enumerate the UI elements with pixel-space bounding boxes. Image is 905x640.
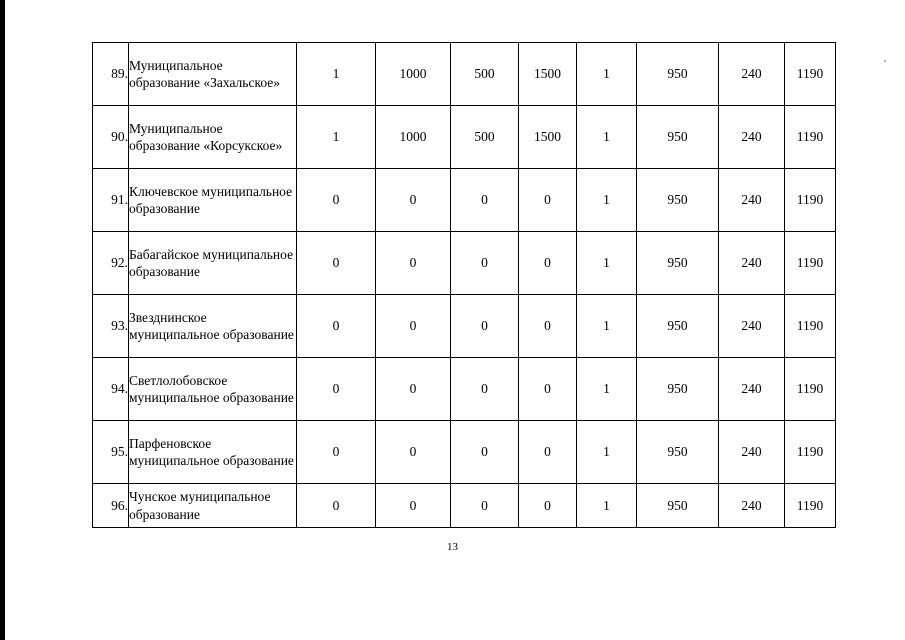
table-row [93,484,836,528]
value-cell: 0 [297,295,376,358]
value-cell: 1190 [785,484,836,528]
value-cell: 1190 [785,43,836,106]
value-cell: 1190 [785,106,836,169]
value-cell: 1 [577,484,637,528]
value-cell: 950 [637,295,719,358]
value-cell: 0 [451,358,519,421]
value-cell: 1 [577,43,637,106]
row-number: 90. [93,106,129,169]
municipality-name: Муниципальное образование «Захальское» [129,43,297,106]
value-cell: 1 [577,358,637,421]
value-cell: 240 [719,295,785,358]
table-row [93,421,836,484]
value-cell: 500 [451,106,519,169]
value-cell: 1190 [785,358,836,421]
value-cell: 0 [519,358,577,421]
value-cell: 0 [451,484,519,528]
value-cell: 0 [451,421,519,484]
value-cell: 0 [376,358,451,421]
table-row [93,106,836,169]
value-cell: 240 [719,169,785,232]
value-cell: 0 [297,484,376,528]
value-cell: 0 [519,232,577,295]
row-number: 96. [93,484,129,528]
value-cell: 0 [297,358,376,421]
value-cell: 0 [519,295,577,358]
value-cell: 240 [719,232,785,295]
value-cell: 240 [719,43,785,106]
table-row [93,232,836,295]
value-cell: 1190 [785,421,836,484]
value-cell: 240 [719,484,785,528]
value-cell: 240 [719,106,785,169]
value-cell: 1000 [376,43,451,106]
page-number: 13 [447,541,458,553]
municipality-name: Парфеновское муниципальное образование [129,421,297,484]
table-row [93,43,836,106]
table-row [93,295,836,358]
value-cell: 950 [637,484,719,528]
value-cell: 0 [297,232,376,295]
row-number: 91. [93,169,129,232]
value-cell: 1190 [785,232,836,295]
value-cell: 950 [637,358,719,421]
table-row [93,169,836,232]
value-cell: 1 [577,421,637,484]
value-cell: 0 [376,232,451,295]
table-row [93,358,836,421]
municipality-name: Ключевское муниципальное образование [129,169,297,232]
value-cell: 240 [719,358,785,421]
municipality-name: Чунское муниципальное образование [129,484,297,528]
value-cell: 1190 [785,169,836,232]
value-cell: 0 [519,484,577,528]
value-cell: 1 [297,106,376,169]
value-cell: 0 [519,421,577,484]
value-cell: 1500 [519,106,577,169]
value-cell: 950 [637,106,719,169]
value-cell: 0 [297,421,376,484]
value-cell: 1 [577,232,637,295]
value-cell: 0 [376,421,451,484]
scan-speck [884,60,886,62]
value-cell: 1 [297,43,376,106]
value-cell: 1 [577,169,637,232]
municipality-name: Муниципальное образование «Корсукское» [129,106,297,169]
municipality-name: Светлолобовское муниципальное образование [129,358,297,421]
value-cell: 1190 [785,295,836,358]
value-cell: 950 [637,169,719,232]
row-number: 94. [93,358,129,421]
value-cell: 950 [637,43,719,106]
value-cell: 1 [577,106,637,169]
value-cell: 1 [577,295,637,358]
value-cell: 0 [297,169,376,232]
value-cell: 500 [451,43,519,106]
row-number: 89. [93,43,129,106]
row-number: 92. [93,232,129,295]
row-number: 93. [93,295,129,358]
row-number: 95. [93,421,129,484]
value-cell: 0 [451,232,519,295]
value-cell: 0 [451,295,519,358]
value-cell: 0 [376,169,451,232]
value-cell: 1500 [519,43,577,106]
municipality-name: Звезднинское муниципальное образование [129,295,297,358]
value-cell: 0 [451,169,519,232]
value-cell: 0 [519,169,577,232]
value-cell: 0 [376,295,451,358]
value-cell: 1000 [376,106,451,169]
value-cell: 950 [637,232,719,295]
value-cell: 950 [637,421,719,484]
value-cell: 0 [376,484,451,528]
table-body [93,43,836,528]
municipality-name: Бабагайское муниципальное образование [129,232,297,295]
municipal-data-table [92,42,836,528]
value-cell: 240 [719,421,785,484]
